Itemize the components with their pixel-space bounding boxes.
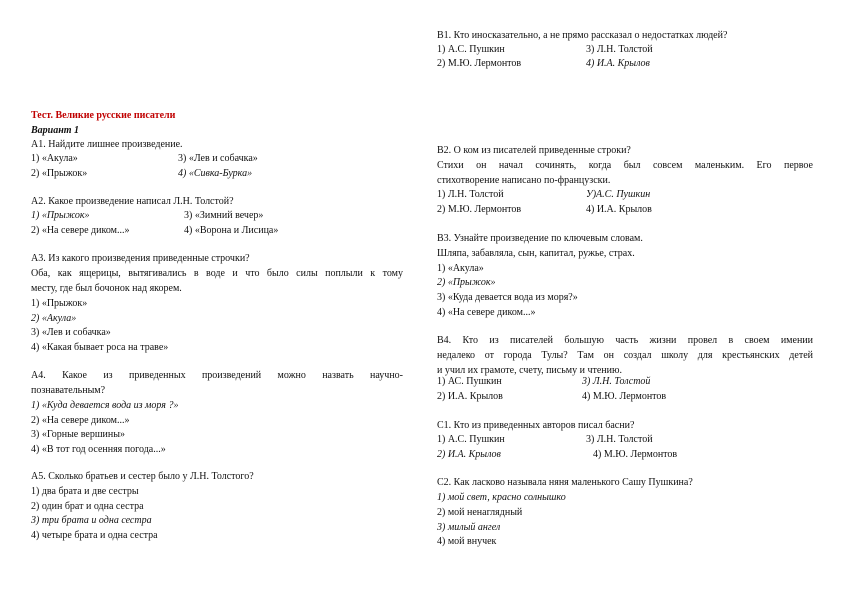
c2-option-3: 3) милый ангел [437,522,501,533]
a2-option-1: 1) «Прыжок» [31,210,90,221]
b2-option-4: 4) И.А. Крылов [586,204,652,215]
b1-option-2: 2) М.Ю. Лермонтов [437,58,522,69]
b4-option-1: 1) АС. Пушкин [437,376,502,387]
question-b2: В2. О ком из писателей приведенные строки? [437,145,631,156]
b4-option-2: 2) И.А. Крылов [437,391,503,402]
question-a5: А5. Сколько братьев и сестер было у Л.Н. Толстого? [31,471,254,482]
b2-option-2: 2) М.Ю. Лермонтов [437,204,522,215]
a4-option-4: 4) «В тот год осенняя погода...» [31,444,166,455]
question-a4-line-1: А4. Какое из приведенных произведений можно назвать научно- [31,370,403,381]
a4-option-1: 1) «Куда девается вода из моря ?» [31,400,179,411]
a5-option-1: 1) два брата и две сестры [31,486,139,497]
b3-option-1: 1) «Акула» [437,263,484,274]
c1-option-3: 3) Л.Н. Толстой [586,434,653,445]
a3-option-4: 4) «Какая бывает роса на траве» [31,342,169,353]
a1-option-4: 4) «Сивка-Бурка» [178,168,253,179]
a1-option-2: 2) «Прыжок» [31,168,88,179]
c1-option-2: 2) И.А. Крылов [437,449,501,460]
variant-label: Вариант 1 [31,125,80,136]
a3-quote-line-2: месту, где был бочонок над якорем. [31,283,182,294]
a2-option-4: 4) «Ворона и Лисица» [184,225,279,236]
a3-quote-line-1: Оба, как ящерицы, вытягивались в воде и что было силы поплыли к тому [31,268,403,279]
b1-option-4: 4) И.А. Крылов [586,58,650,69]
a2-option-3: 3) «Зимний вечер» [184,210,264,221]
b2-option-3: У)А.С. Пушкин [586,189,651,200]
c2-option-1: 1) мой свет, красно солнышко [437,492,566,503]
question-b4-line-1: В4. Кто из писателей большую часть жизни провел в своем имении [437,335,813,346]
b4-option-3: 3) Л.Н. Толстой [582,376,651,387]
c2-option-4: 4) мой внучек [437,536,497,547]
a1-option-1: 1) «Акула» [31,153,78,164]
test-title: Тест. Великие русские писатели [31,110,176,121]
question-a2: А2. Какое произведение написал Л.Н. Толстой? [31,196,234,207]
a5-option-4: 4) четыре брата и одна сестра [31,530,158,541]
b1-option-1: 1) А.С. Пушкин [437,44,505,55]
b3-option-3: 3) «Куда девается вода из моря?» [437,292,578,303]
question-b4-line-3: и учил их грамоте, счету, письму и чтению. [437,365,622,376]
c1-option-1: 1) А.С. Пушкин [437,434,505,445]
b2-quote-line-1: Стихи он начал сочинять, когда был совсем маленьким. Его первое [437,160,813,171]
question-c2: С2. Как ласково называла няня маленького Сашу Пушкина? [437,477,693,488]
a3-option-2: 2) «Акула» [31,313,77,324]
a2-option-2: 2) «На севере диком...» [31,225,130,236]
a3-option-3: 3) «Лев и собачка» [31,327,111,338]
b3-option-4: 4) «На севере диком...» [437,307,536,318]
question-a4-line-2: познавательным? [31,385,106,396]
c2-option-2: 2) мой ненаглядный [437,507,523,518]
b3-option-2: 2) «Прыжок» [437,277,496,288]
question-c1: С1. Кто из приведенных авторов писал басни? [437,420,635,431]
a5-option-2: 2) один брат и одна сестра [31,501,144,512]
question-b4-line-2: недалеко от города Тулы? Там он создал школу для крестьянских детей [437,350,813,361]
a1-option-3: 3) «Лев и собачка» [178,153,258,164]
question-a3: А3. Из какого произведения приведенные строчки? [31,253,250,264]
a5-option-3: 3) три брата и одна сестра [31,515,152,526]
b2-quote-line-2: стихотворение написано по-французски. [437,175,611,186]
b3-keywords: Шляпа, забавляла, сын, капитал, ружье, страх. [437,248,635,259]
b4-option-4: 4) М.Ю. Лермонтов [582,391,667,402]
question-b3: В3. Узнайте произведение по ключевым словам. [437,233,643,244]
a4-option-2: 2) «На севере диком...» [31,415,130,426]
c1-option-4: 4) М.Ю. Лермонтов [593,449,678,460]
b1-option-3: 3) Л.Н. Толстой [586,44,653,55]
b2-option-1: 1) Л.Н. Толстой [437,189,504,200]
a3-option-1: 1) «Прыжок» [31,298,88,309]
question-a1: А1. Найдите лишнее произведение. [31,139,183,150]
a4-option-3: 3) «Горные вершины» [31,429,125,440]
question-b1: В1. Кто иносказательно, а не прямо рассказал о недостатках людей? [437,30,728,41]
